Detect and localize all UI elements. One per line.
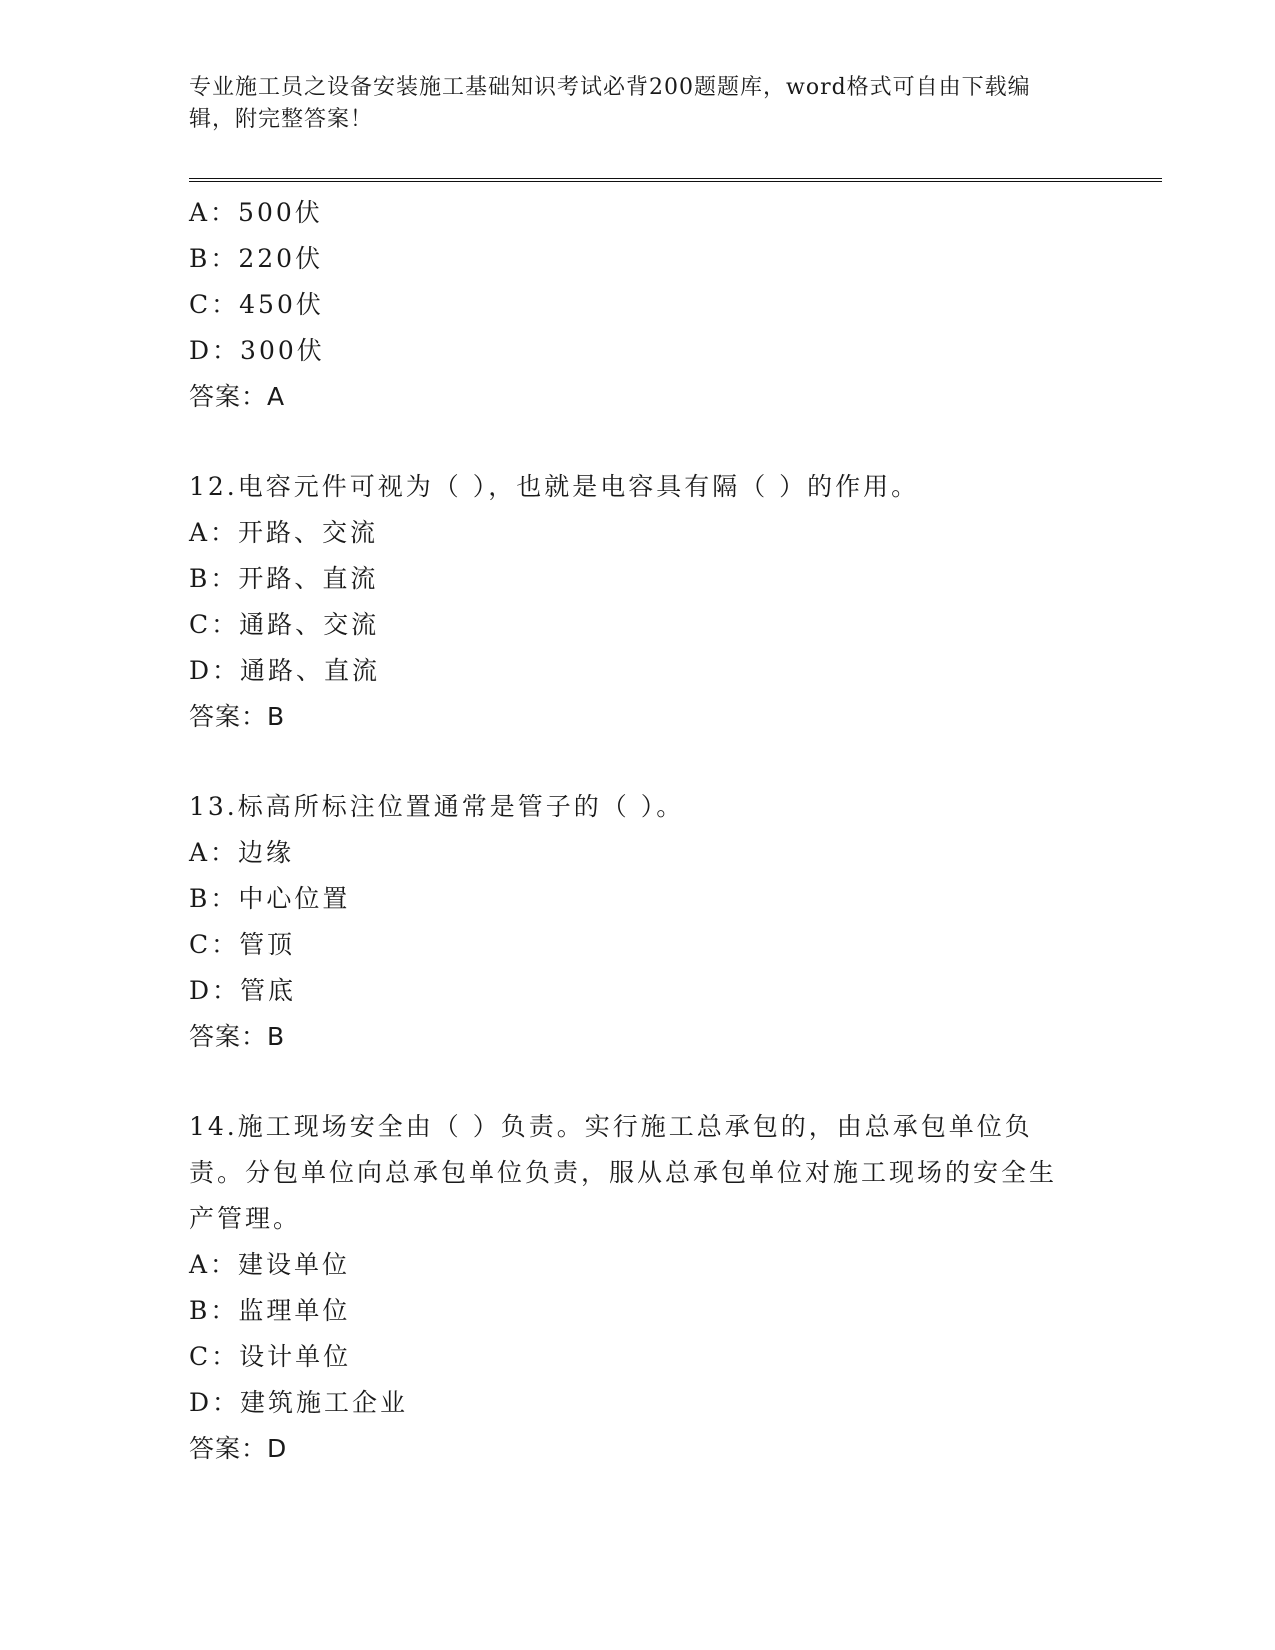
option-a: A：500伏 <box>189 198 323 227</box>
answer-line: 答案：D <box>189 1434 288 1463</box>
option-d: D：300伏 <box>189 336 325 365</box>
option-c: C：设计单位 <box>189 1342 352 1371</box>
spacer <box>189 1060 1069 1104</box>
answer-line: 答案：A <box>189 382 286 411</box>
question-text: 12.电容元件可视为（ ），也就是电容具有隔（ ）的作用。 <box>189 472 920 501</box>
option-d: D：通路、直流 <box>189 656 381 685</box>
option-c: C：通路、交流 <box>189 610 380 639</box>
option-b: B：监理单位 <box>189 1296 351 1325</box>
option-b: B：开路、直流 <box>189 564 379 593</box>
option-b: B：中心位置 <box>189 884 351 913</box>
question-12 <box>189 464 1069 740</box>
option-c: C：450伏 <box>189 290 324 319</box>
answer-line: 答案：B <box>189 1022 286 1051</box>
option-b: B：220伏 <box>189 244 324 273</box>
option-d: D：管底 <box>189 976 297 1005</box>
question-list <box>189 190 1069 1472</box>
spacer <box>189 740 1069 784</box>
option-d: D：建筑施工企业 <box>189 1388 409 1417</box>
question-text: 14.施工现场安全由（ ）负责。实行施工总承包的，由总承包单位负责。分包单位向总承包单位负责，服从总承包单位对施工现场的安全生产管理。 <box>189 1112 1058 1233</box>
question-text: 13.标高所标注位置通常是管子的（ ）。 <box>189 792 685 821</box>
option-a: A：建设单位 <box>189 1250 351 1279</box>
answer-line: 答案：B <box>189 702 286 731</box>
question-11 <box>189 190 1069 420</box>
header-divider <box>189 178 1162 182</box>
question-14 <box>189 1104 1069 1472</box>
question-13 <box>189 784 1069 1060</box>
option-c: C：管顶 <box>189 930 296 959</box>
option-a: A：开路、交流 <box>189 518 379 547</box>
spacer <box>189 420 1069 464</box>
document-header: 专业施工员之设备安装施工基础知识考试必背200题题库，word格式可自由下载编辑，附完整答案！ <box>189 75 1031 132</box>
option-a: A：边缘 <box>189 838 295 867</box>
